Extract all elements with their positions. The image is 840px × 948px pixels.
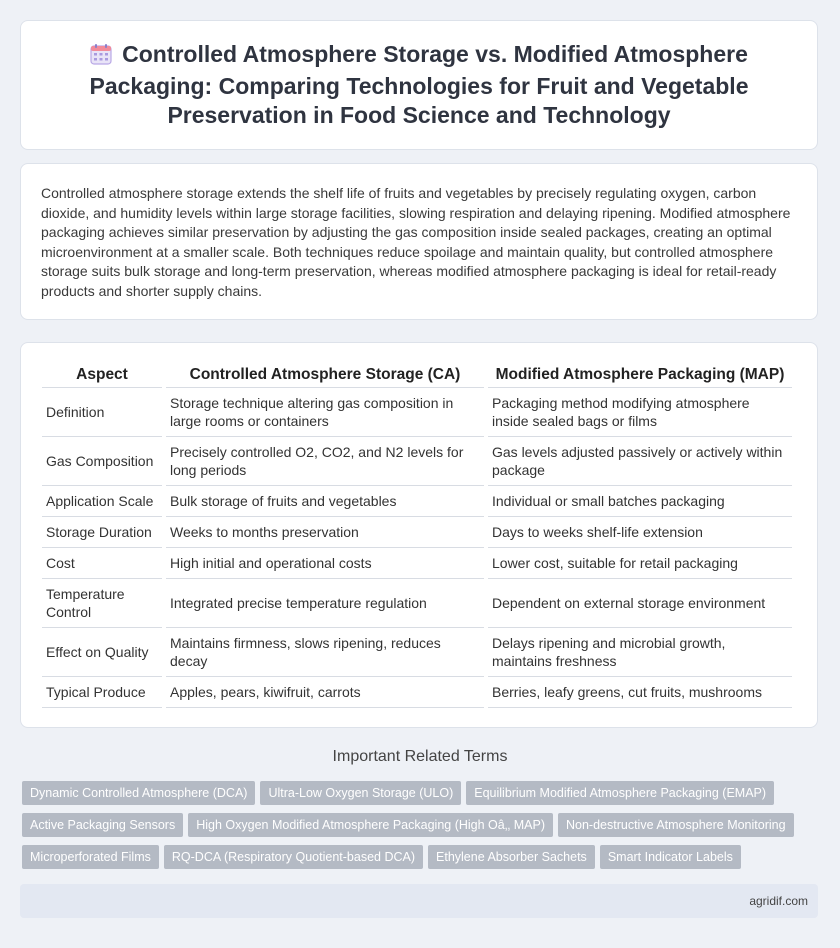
comparison-table xyxy=(38,359,796,708)
title-card xyxy=(20,20,818,150)
header-ca: Controlled Atmosphere Storage (CA) xyxy=(166,359,484,388)
table-cell: Weeks to months preservation xyxy=(166,517,484,548)
table-cell: Storage Duration xyxy=(42,517,162,548)
table-row xyxy=(42,437,792,486)
table-cell: Packaging method modifying atmosphere inside sealed bags or films xyxy=(488,388,792,437)
related-term-tag[interactable]: Ethylene Absorber Sachets xyxy=(428,845,595,869)
table-header-row xyxy=(42,359,792,388)
intro-paragraph: Controlled atmosphere storage extends the shelf life of fruits and vegetables by precisely regulating oxygen, carbon dioxide, and humidity levels within large storage facilities, slowing respiration and delaying ripening. Modified atmosphere packaging achieves similar preservation by adjusting the gas composition inside sealed packages, creating an optimal microenvironment at a smaller scale. Both techniques reduce spoilage and maintain quality, but controlled atmosphere storage suits bulk storage and long-term preservation, whereas modified atmosphere packaging is ideal for retail-ready products and shorter supply chains. xyxy=(41,185,791,299)
table-cell: Cost xyxy=(42,548,162,579)
header-aspect: Aspect xyxy=(42,359,162,388)
page-title xyxy=(69,40,769,130)
table-cell: Days to weeks shelf-life extension xyxy=(488,517,792,548)
table-row xyxy=(42,548,792,579)
table-cell: Gas levels adjusted passively or actively within package xyxy=(488,437,792,486)
calendar-icon xyxy=(90,43,112,72)
related-term-tag[interactable]: Smart Indicator Labels xyxy=(600,845,741,869)
related-term-tag[interactable]: Equilibrium Modified Atmosphere Packaging (EMAP) xyxy=(466,781,774,805)
table-cell: Typical Produce xyxy=(42,677,162,708)
table-row xyxy=(42,388,792,437)
footer xyxy=(20,884,818,918)
table-cell: High initial and operational costs xyxy=(166,548,484,579)
related-term-tag[interactable]: Dynamic Controlled Atmosphere (DCA) xyxy=(22,781,255,805)
table-row xyxy=(42,579,792,628)
table-row xyxy=(42,677,792,708)
table-cell: Application Scale xyxy=(42,486,162,517)
intro-card xyxy=(20,163,818,320)
table-cell: Berries, leafy greens, cut fruits, mushrooms xyxy=(488,677,792,708)
table-cell: Individual or small batches packaging xyxy=(488,486,792,517)
table-cell: Definition xyxy=(42,388,162,437)
related-term-tag[interactable]: Microperforated Films xyxy=(22,845,159,869)
table-cell: Bulk storage of fruits and vegetables xyxy=(166,486,484,517)
table-cell: Integrated precise temperature regulation xyxy=(166,579,484,628)
related-terms-list xyxy=(22,781,822,877)
related-term-tag[interactable]: High Oxygen Modified Atmosphere Packaging (High Oâ‚‚ MAP) xyxy=(188,813,553,837)
table-cell: Temperature Control xyxy=(42,579,162,628)
table-cell: Effect on Quality xyxy=(42,628,162,677)
title-text: Controlled Atmosphere Storage vs. Modified Atmosphere Packaging: Comparing Technologies for Fruit and Vegetable Preservation in Food Science and Technology xyxy=(89,41,749,128)
table-cell: Storage technique altering gas composition in large rooms or containers xyxy=(166,388,484,437)
header-map: Modified Atmosphere Packaging (MAP) xyxy=(488,359,792,388)
table-row xyxy=(42,486,792,517)
table-cell: Precisely controlled O2, CO2, and N2 levels for long periods xyxy=(166,437,484,486)
table-row xyxy=(42,628,792,677)
table-cell: Apples, pears, kiwifruit, carrots xyxy=(166,677,484,708)
related-term-tag[interactable]: Non-destructive Atmosphere Monitoring xyxy=(558,813,794,837)
table-cell: Maintains firmness, slows ripening, reduces decay xyxy=(166,628,484,677)
table-cell: Dependent on external storage environment xyxy=(488,579,792,628)
related-term-tag[interactable]: Active Packaging Sensors xyxy=(22,813,183,837)
table-cell: Gas Composition xyxy=(42,437,162,486)
related-term-tag[interactable]: Ultra-Low Oxygen Storage (ULO) xyxy=(260,781,461,805)
footer-site-link[interactable]: agridif.com xyxy=(749,894,808,908)
related-term-tag[interactable]: RQ-DCA (Respiratory Quotient-based DCA) xyxy=(164,845,423,869)
table-cell: Lower cost, suitable for retail packaging xyxy=(488,548,792,579)
related-terms-heading: Important Related Terms xyxy=(332,748,508,765)
comparison-card xyxy=(20,342,818,728)
table-row xyxy=(42,517,792,548)
table-cell: Delays ripening and microbial growth, maintains freshness xyxy=(488,628,792,677)
